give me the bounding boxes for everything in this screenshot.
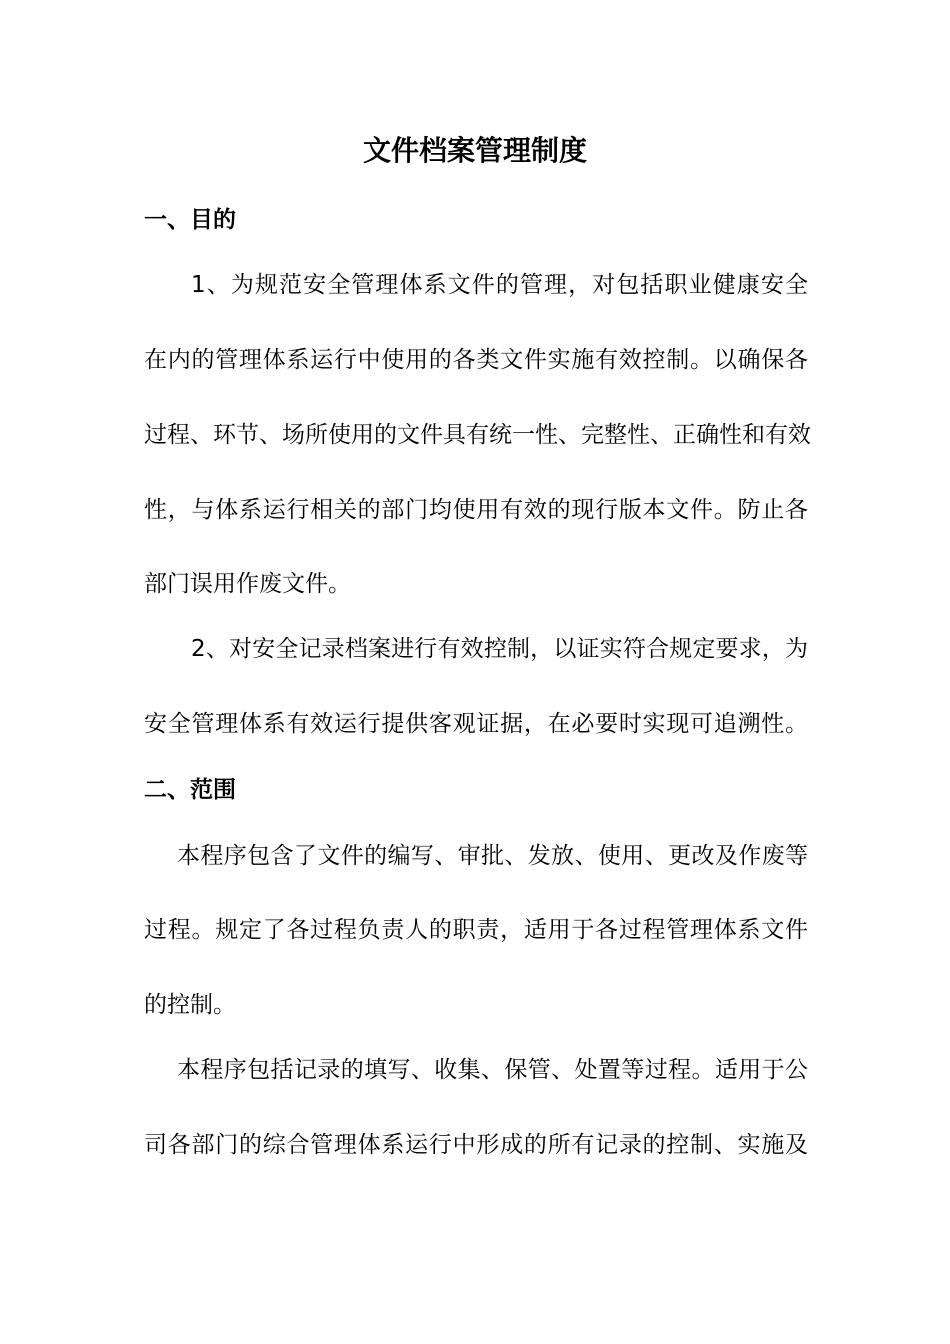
paragraph-line: 的控制。 <box>144 992 236 1018</box>
paragraph-line: 本程序包括记录的填写、收集、保管、处置等过程。适用于公 <box>177 1057 808 1083</box>
section-heading-purpose: 一、目的 <box>144 207 236 233</box>
document-title: 文件档案管理制度 <box>362 134 587 167</box>
paragraph-line: 本程序包含了文件的编写、审批、发放、使用、更改及作废等 <box>177 843 808 869</box>
paragraph-line: 司各部门的综合管理体系运行中形成的所有记录的控制、实施及 <box>144 1132 808 1158</box>
paragraph-line: 安全管理体系有效运行提供客观证据，在必要时实现可追溯性。 <box>144 711 808 737</box>
paragraph-line: 部门误用作废文件。 <box>144 571 351 597</box>
paragraph-line: 性，与体系运行相关的部门均使用有效的现行版本文件。防止各 <box>144 497 808 523</box>
paragraph-line: 2、对安全记录档案进行有效控制，以证实符合规定要求，为 <box>191 636 808 662</box>
paragraph-line: 过程、环节、场所使用的文件具有统一性、完整性、正确性和有效 <box>144 422 811 448</box>
section-heading-scope: 二、范围 <box>144 777 236 803</box>
paragraph-line: 过程。规定了各过程负责人的职责，适用于各过程管理体系文件 <box>144 917 808 943</box>
paragraph-line: 1、为规范安全管理体系文件的管理，对包括职业健康安全 <box>191 272 808 298</box>
paragraph-line: 在内的管理体系运行中使用的各类文件实施有效控制。以确保各 <box>144 347 808 373</box>
